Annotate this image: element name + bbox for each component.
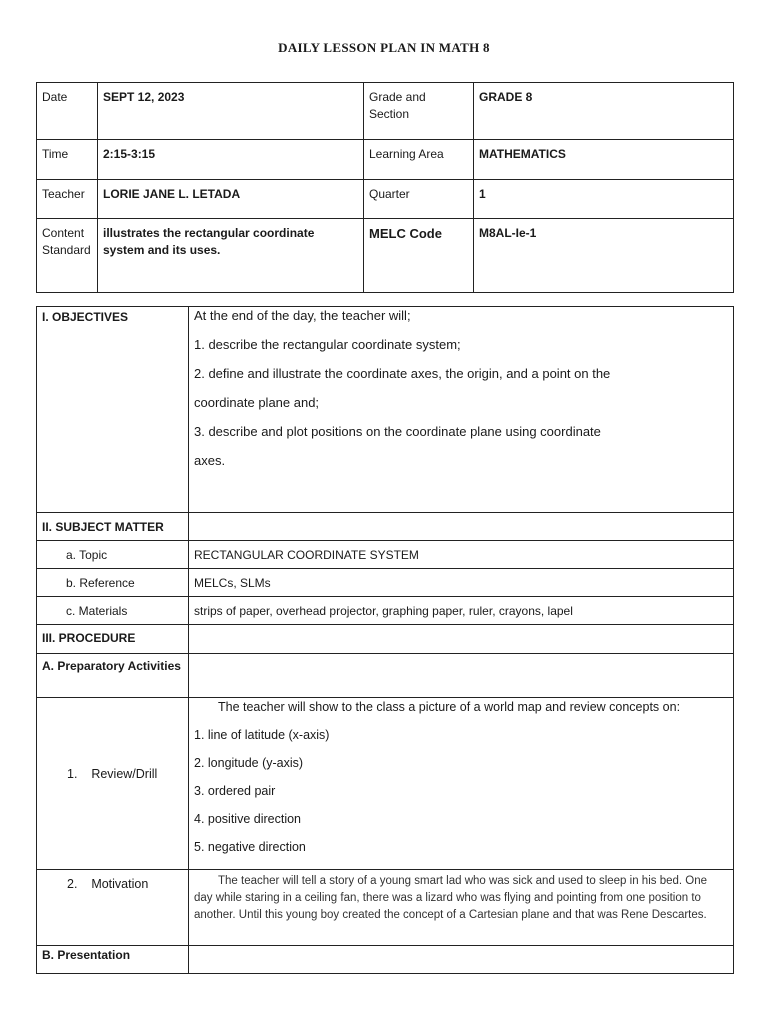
topic-label: a. Topic <box>37 541 189 569</box>
objectives-content <box>189 307 734 513</box>
review-item: 3. ordered pair <box>194 784 276 798</box>
procedure-row <box>37 625 734 654</box>
procedure-empty <box>189 625 734 654</box>
materials-row <box>37 597 734 625</box>
info-row-date <box>37 83 734 140</box>
topic-row <box>37 541 734 569</box>
reference-value: MELCs, SLMs <box>189 569 734 597</box>
content-standard-label: Content Standard <box>37 219 98 293</box>
objective-line: coordinate plane and; <box>194 395 320 410</box>
info-row-teacher <box>37 180 734 219</box>
objective-line: 2. define and illustrate the coordinate axes, the origin, and a point on the <box>194 366 611 381</box>
review-item: 5. negative direction <box>194 840 306 854</box>
reference-row <box>37 569 734 597</box>
subject-matter-row <box>37 513 734 541</box>
review-label: 1. Review/Drill <box>67 767 158 781</box>
subject-matter-label: II. SUBJECT MATTER <box>37 513 189 541</box>
procedure-label: III. PROCEDURE <box>37 625 189 654</box>
preparatory-label: A. Preparatory Activities <box>37 654 189 698</box>
subject-matter-empty <box>189 513 734 541</box>
date-label: Date <box>37 83 98 140</box>
presentation-empty <box>189 946 734 974</box>
teacher-value: LORIE JANE L. LETADA <box>98 180 364 219</box>
materials-value: strips of paper, overhead projector, graphing paper, ruler, crayons, lapel <box>189 597 734 625</box>
objective-line: 3. describe and plot positions on the coordinate plane using coordinate <box>194 424 601 439</box>
objectives-row <box>37 307 734 513</box>
review-row <box>37 698 734 870</box>
presentation-row <box>37 946 734 974</box>
review-content <box>189 698 734 870</box>
review-label-cell <box>37 698 189 870</box>
grade-section-label: Grade and Section <box>364 83 474 140</box>
lesson-info-table <box>36 82 734 293</box>
objectives-label: I. OBJECTIVES <box>37 307 189 513</box>
review-intro: The teacher will show to the class a picture of a world map and review concepts on: <box>218 700 681 714</box>
date-value: SEPT 12, 2023 <box>98 83 364 140</box>
time-value: 2:15-3:15 <box>98 140 364 180</box>
learning-area-value: MATHEMATICS <box>474 140 734 180</box>
preparatory-empty <box>189 654 734 698</box>
lesson-plan-table <box>36 306 734 974</box>
document-title: DAILY LESSON PLAN IN MATH 8 <box>278 40 490 55</box>
materials-label: c. Materials <box>37 597 189 625</box>
presentation-label: B. Presentation <box>37 946 189 974</box>
review-item: 1. line of latitude (x-axis) <box>194 728 330 742</box>
motivation-text: The teacher will tell a story of a young smart lad who was sick and used to sleep in his bed. One day while staring in a ceiling fan, there was a lizard who was flying and pointing from one position to another. Until this young boy created the concept of a Cartesian plane and that was Rene Descartes. <box>189 870 734 946</box>
info-row-time <box>37 140 734 180</box>
motivation-row <box>37 870 734 946</box>
teacher-label: Teacher <box>37 180 98 219</box>
info-row-content <box>37 219 734 293</box>
topic-value: RECTANGULAR COORDINATE SYSTEM <box>189 541 734 569</box>
content-standard-value: illustrates the rectangular coordinate system and its uses. <box>98 219 364 293</box>
review-item: 2. longitude (y-axis) <box>194 756 304 770</box>
grade-section-value: GRADE 8 <box>474 83 734 140</box>
melc-code-value: M8AL-Ie-1 <box>474 219 734 293</box>
reference-label: b. Reference <box>37 569 189 597</box>
quarter-value: 1 <box>474 180 734 219</box>
objective-line: axes. <box>194 453 226 468</box>
objective-line: 1. describe the rectangular coordinate system; <box>194 337 461 352</box>
motivation-label: 2. Motivation <box>37 870 189 946</box>
review-item: 4. positive direction <box>194 812 302 826</box>
melc-code-label: MELC Code <box>364 219 474 293</box>
objective-intro: At the end of the day, the teacher will; <box>194 308 411 323</box>
quarter-label: Quarter <box>364 180 474 219</box>
preparatory-row <box>37 654 734 698</box>
learning-area-label: Learning Area <box>364 140 474 180</box>
time-label: Time <box>37 140 98 180</box>
